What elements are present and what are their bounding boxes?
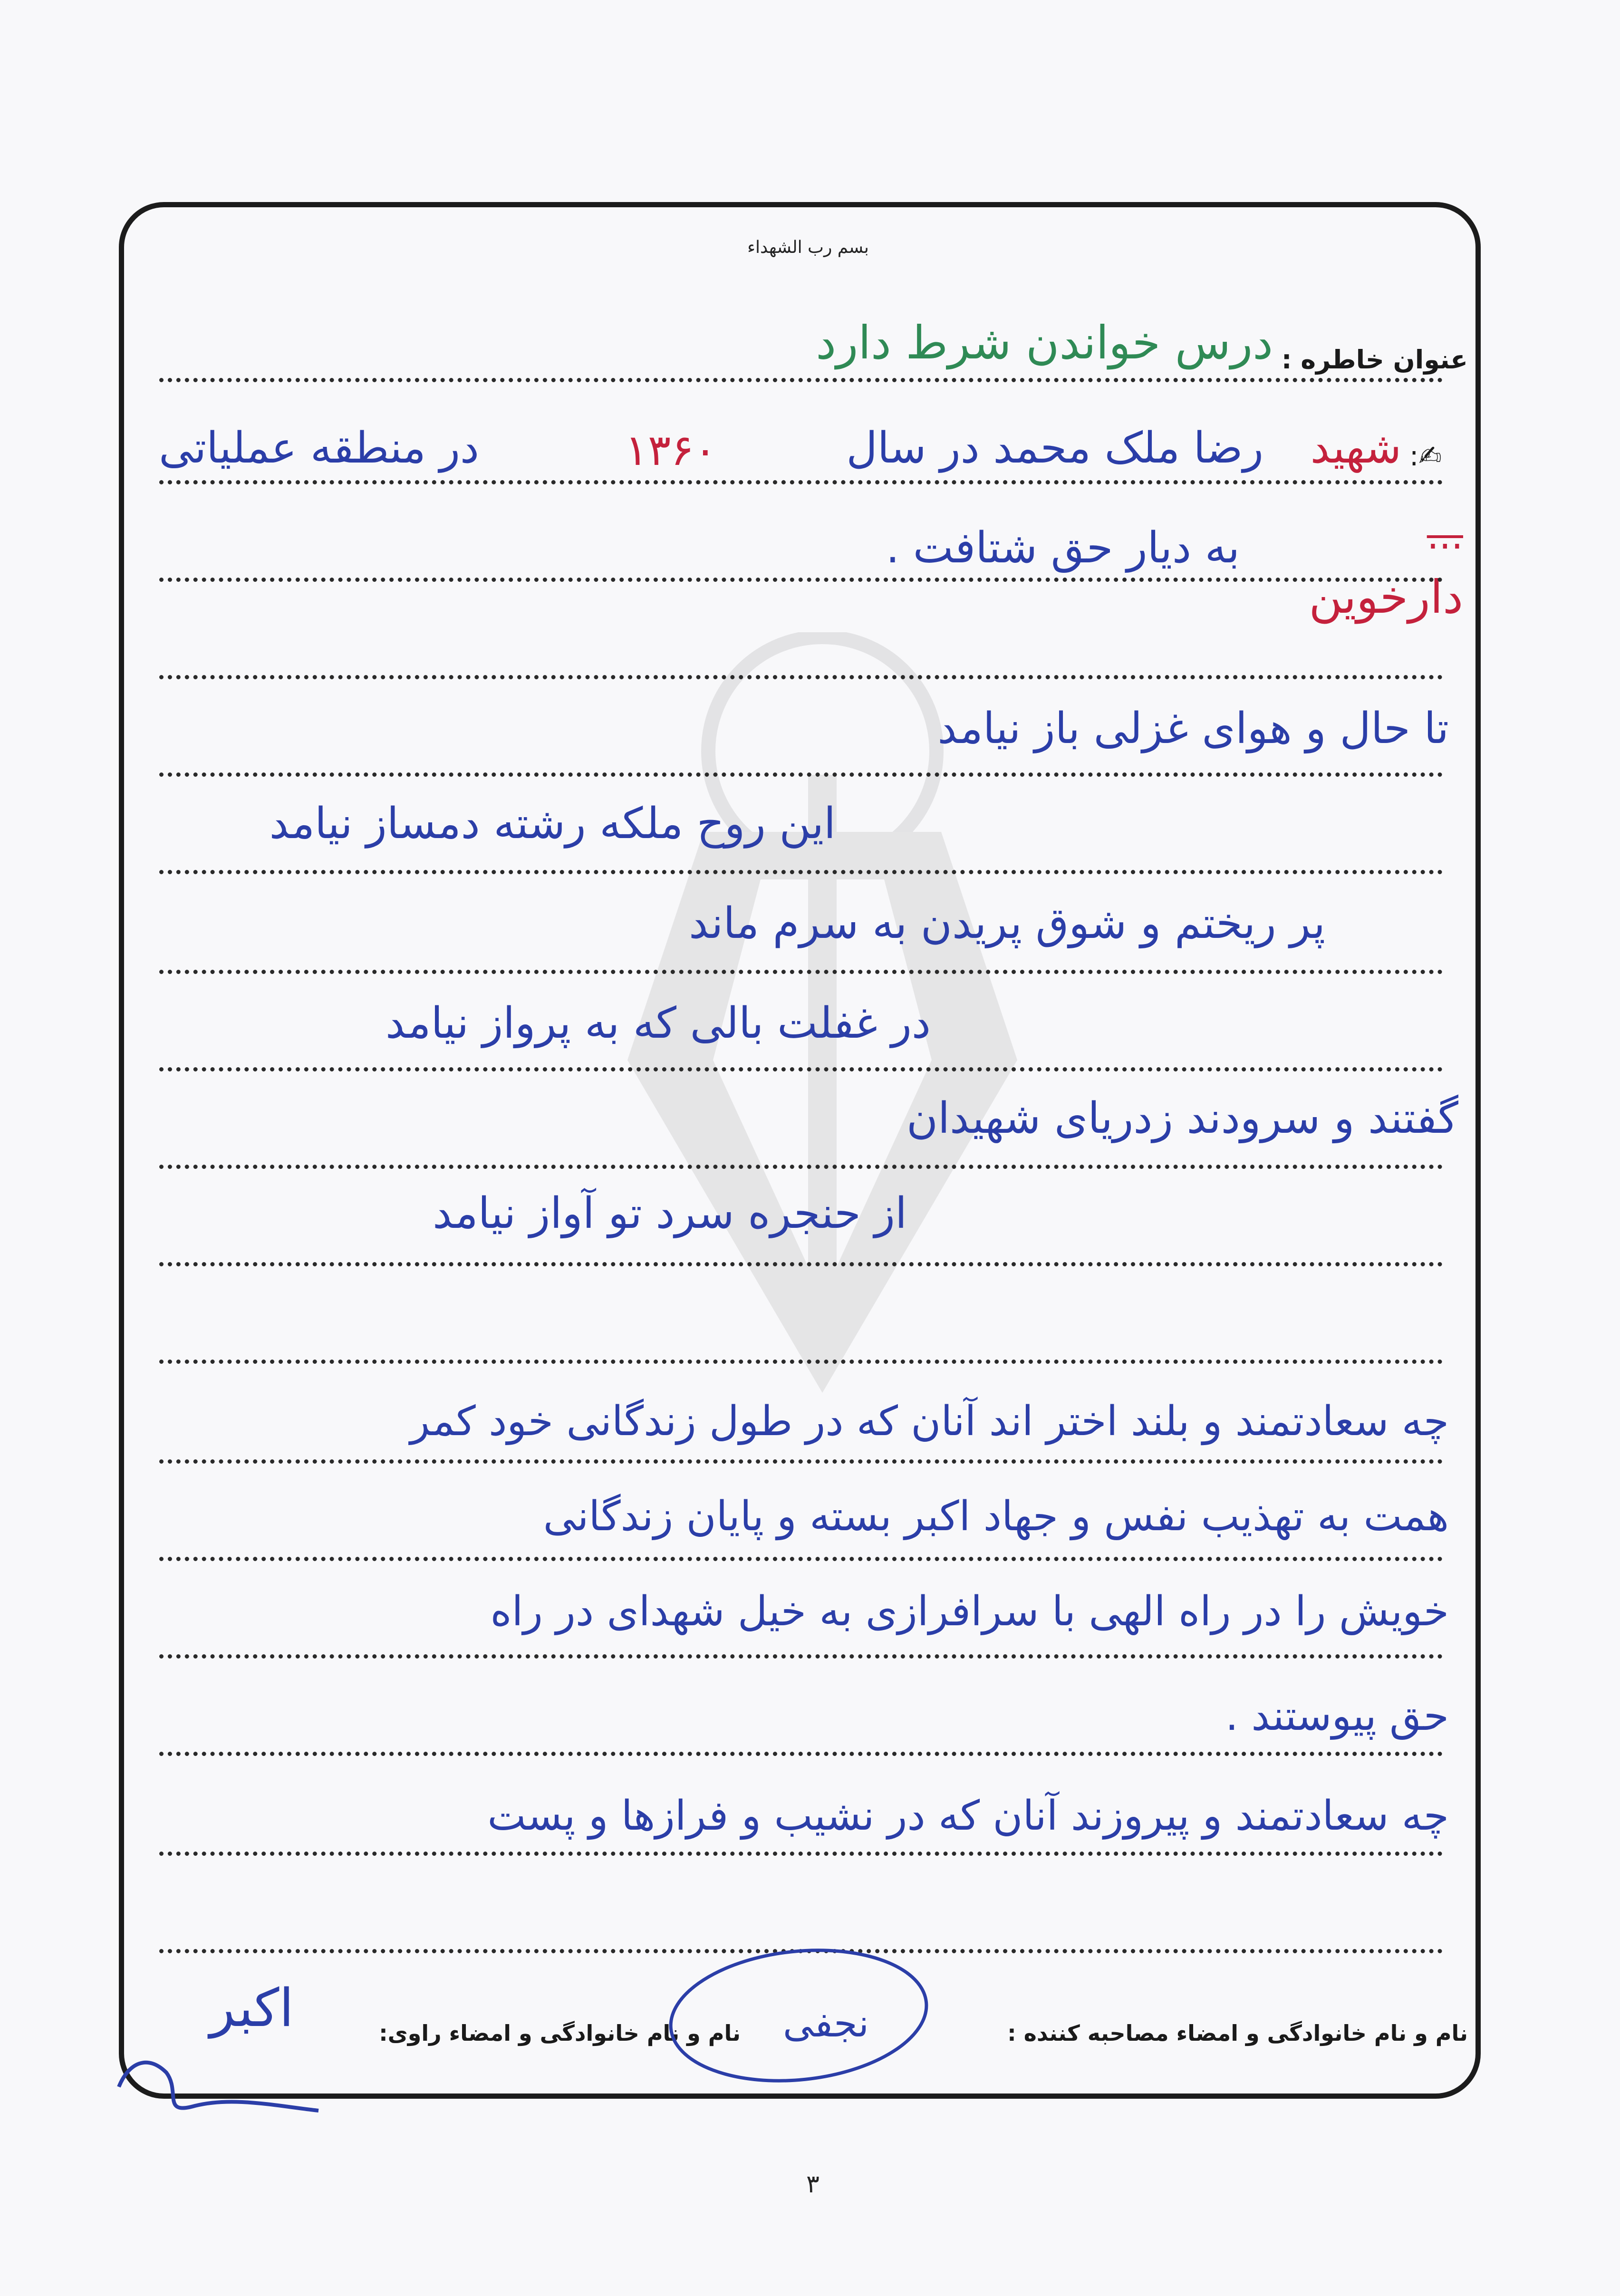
ruled-line [159, 1262, 1443, 1266]
narrator-label: نام و نام خانوادگی و امضاء راوی: [379, 2020, 741, 2046]
line2-struck-text: ... [1427, 513, 1463, 558]
ruled-line [159, 1360, 1443, 1364]
ruled-line [159, 1459, 1443, 1464]
ruled-line [159, 1165, 1443, 1169]
line1-prefix: شهید [1310, 423, 1401, 473]
poem-line: از حنجره سرد تو آواز نیامد [433, 1188, 907, 1238]
ruled-line [159, 1752, 1443, 1756]
ruled-line [159, 772, 1443, 777]
poem-line: در غفلت بالی که به پرواز نیامد [386, 998, 931, 1048]
ruled-line [159, 1852, 1443, 1856]
ruled-line [159, 378, 1443, 382]
ruled-line [159, 970, 1443, 974]
line2-text: به دیار حق شتافت . [886, 523, 1240, 573]
poem-line: گفتند و سرودند زدریای شهیدان [906, 1093, 1458, 1143]
pen-icon: ✍: [1409, 440, 1442, 472]
narrator-signature-stroke [109, 2035, 328, 2125]
poem-line: تا حال و هوای غزلی باز نیامد [937, 704, 1449, 753]
line2-inserted-word: دارخوین [1309, 570, 1463, 624]
memory-title: درس خواندن شرط دارد [816, 316, 1273, 369]
page-number: ۳ [806, 2170, 820, 2199]
ruled-line [159, 1557, 1443, 1561]
prose-line: همت به تهذیب نفس و جهاد اکبر بسته و پایان زندگانی [543, 1493, 1449, 1540]
ruled-line [159, 578, 1443, 582]
prose-line: حق پیوستند . [1225, 1692, 1449, 1740]
prose-line: خویش را در راه الهی با سرافرازی به خیل شهدای در راه [490, 1588, 1449, 1635]
line1-suffix: در منطقه عملیاتی [159, 423, 479, 473]
narrator-signature: اکبر [210, 1978, 294, 2038]
ruled-line [159, 1654, 1443, 1659]
prose-line: چه سعادتمند و بلند اختر اند آنان که در طول زندگانی خود کمر [410, 1398, 1449, 1445]
memory-title-label: عنوان خاطره : [1281, 345, 1468, 375]
line1-text: رضا ملک محمد در سال [846, 423, 1263, 473]
ruled-line [159, 480, 1443, 484]
interviewer-label: نام و نام خانوادگی و امضاء مصاحبه کننده : [1007, 2020, 1468, 2046]
prose-line: چه سعادتمند و پیروزند آنان که در نشیب و فرازها و پست [487, 1792, 1449, 1840]
ruled-line [159, 1067, 1443, 1071]
poem-line: پر ریختم و شوق پریدن به سرم ماند [689, 898, 1325, 948]
line1-year: ۱۳۶۰ [625, 425, 717, 475]
interviewer-signature: نجفی [782, 2001, 869, 2045]
poem-line: این روح ملکه رشته دمساز نیامد [269, 799, 836, 849]
ruled-line [159, 870, 1443, 874]
ruled-line [159, 675, 1443, 679]
basmala-header: بسم رب الشهداء [747, 238, 869, 257]
